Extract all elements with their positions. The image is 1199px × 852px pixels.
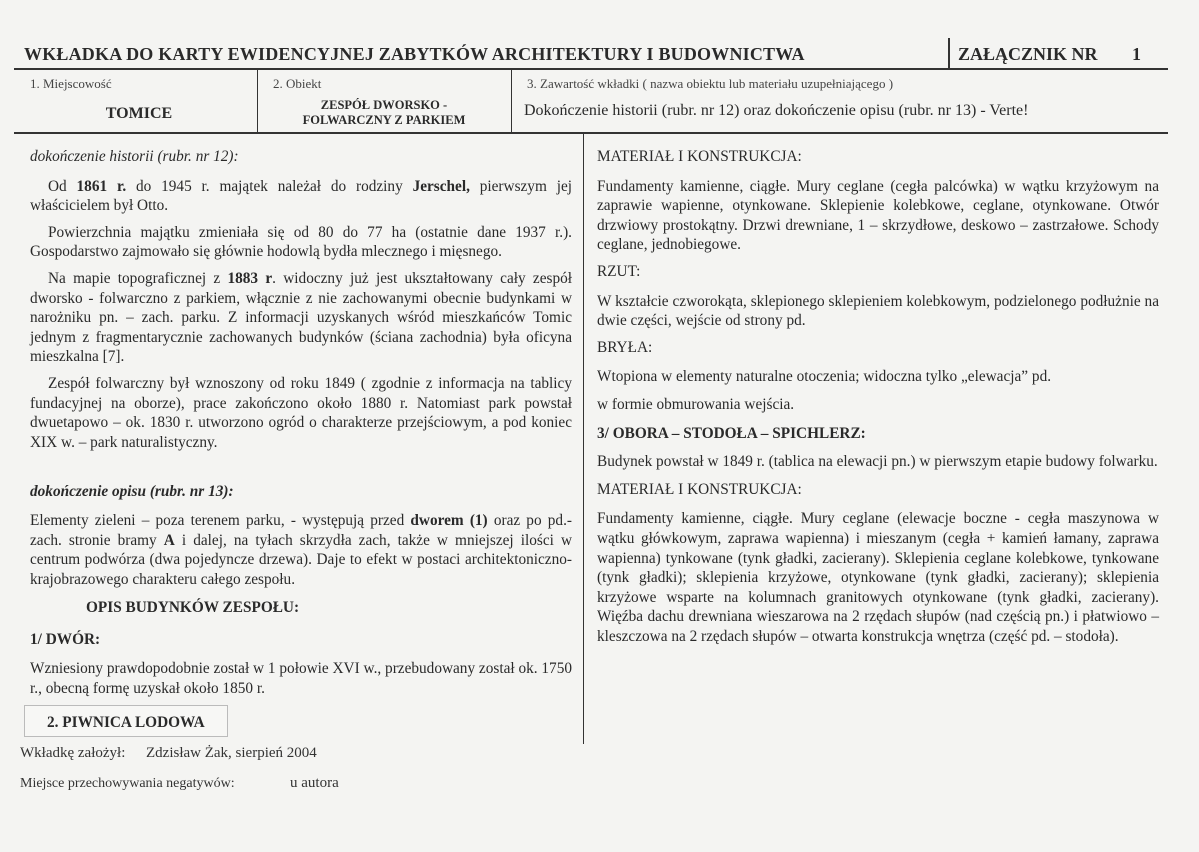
dwor-heading: 1/ DWÓR:: [30, 630, 101, 648]
material-heading-1: MATERIAŁ I KONSTRUKCJA:: [597, 148, 802, 165]
history-paragraph-3: [30, 269, 572, 367]
history-paragraph-4: Zespół folwarczny był wznoszony od roku 1849 ( zgodnie z informacja na tablicy fundacyjnej na oborze), prace zakończono około 1880 r. Natomiast park powstał dwuetapowo – ok. 1830 r. utworzono ogród o charakterze przejściowym, a pod koniec XIX w. – park naturalistyczny.: [30, 374, 572, 451]
rule-under-fields: [14, 132, 1168, 134]
p5-text-c: i dalej, na tyłach skrzydła zach, także w mniejszej ilości w centrum podwórza (dwa pojedyncze drzewa). Daje to efekt w postaci architektoniczno-krajobrazowego charakteru całego zespołu.: [30, 531, 572, 588]
p3-year: 1883 r: [227, 269, 273, 287]
p1-year: 1861 r.: [76, 177, 127, 195]
description-paragraph-1: [30, 511, 572, 589]
material-text-1: Fundamenty kamienne, ciągłe. Mury ceglane (cegła palcówka) w wątku krzyżowym na zaprawie wapienne, otynkowane. Sklepienie kolebkowe, ceglane, otynkowane. Otwór drzwiowy prostokątny. Drzwi drewniane, 1 – skrzydłowe, deskowo – zastrzałowe. Schody ceglane, jednobiegowe.: [597, 177, 1159, 254]
left-column: [30, 147, 572, 699]
piwnica-box: [24, 705, 228, 737]
founder-label: Wkładkę założył:: [20, 745, 126, 761]
title-divider: [948, 38, 950, 68]
field-divider-2: [511, 70, 512, 132]
p1-text-c: pierwszym jej właścicielem był Otto.: [30, 177, 572, 215]
p3-text-a: Na mapie topograficznej z: [48, 269, 228, 287]
field2-value-line2: FOLWARCZNY Z PARKIEM: [302, 113, 466, 127]
p5-dwor: dworem (1): [410, 511, 488, 529]
description-heading: dokończenie opisu (rubr. nr 13):: [30, 483, 234, 501]
dwor-paragraph: Wzniesiony prawdopodobnie został w 1 połowie XVI w., przebudowany został ok. 1750 r., obecną formę uzyskał około 1850 r.: [30, 660, 572, 698]
material-text-2: Fundamenty kamienne, ciągłe. Mury ceglane (elewacje boczne - cegła maszynowa w wątku główkowym, zaprawa wapienna) i mieszanym (cegła + kamień łamany, zaprawa wapienna) tynkowane (tynk gładki, zacierany). Sklepienia ceglane kolebkowe, tynkowane (tynk gładki); sklepienia krzyżowe, otynkowane (tynk gładki, zacierany); sklepienia krzyżowe wsparte na kolumnach granitowych otynkowane (tynk gładki, zacierany). Więźba dachu drewniana wieszarowa na 2 rzędach słupów (nad częścią pn.) i płatwiowo – kleszczowa na 2 rzędach słupów – otwarta konstrukcja wnętrza (część pd. – stodoła).: [597, 510, 1159, 645]
p3-text-b: . widoczny już jest ukształtowany cały zespół dworsko - folwarczno z parkiem, włącznie z nie zachowanymi obecnie budynkami w narożniku pn. – zach. parku. Z informacji uzyskanych wśród mieszkańców Tomic jednym z fragmentarycznie zachowanych budynków (ściana zachodnia) była oficyna mieszkalna [7].: [30, 269, 572, 366]
piwnica-heading: 2. PIWNICA LODOWA: [47, 714, 205, 731]
negatives-value: u autora: [290, 775, 339, 791]
buildings-heading: OPIS BUDYNKÓW ZESPOŁU:: [86, 599, 300, 617]
p1-text-b: do 1945 r. majątek należał do rodziny: [126, 177, 413, 195]
history-paragraph-1: [30, 177, 572, 216]
rule-under-title: [14, 68, 1168, 70]
rzut-text: W kształcie czworokąta, sklepionego sklepieniem kolebkowym, podzielonego podłużnie na dwie części, wejście od strony pd.: [597, 292, 1159, 330]
field1-value: TOMICE: [105, 105, 173, 122]
field3-value: Dokończenie historii (rubr. nr 12) oraz dokończenie opisu (rubr. nr 13) - Verte!: [524, 102, 1029, 119]
bryla-heading: BRYŁA:: [597, 338, 653, 356]
history-paragraph-2: Powierzchnia majątku zmieniała się od 80 do 77 ha (ostatnie dane 1937 r.). Gospodarstwo zajmowało się głównie hodowlą bydła mlecznego i mięsnego.: [30, 223, 572, 261]
p5-gate-a: A: [163, 531, 175, 549]
bryla-text-1: Wtopiona w elementy naturalne otoczenia; widoczna tylko „elewacja” pd.: [597, 368, 1052, 386]
history-heading: dokończenie historii (rubr. nr 12):: [30, 148, 239, 165]
p5-text-b: oraz po pd.-zach. stronie bramy: [30, 511, 572, 549]
bryla-text-2: w formie obmurowania wejścia.: [597, 395, 795, 413]
obora-heading: 3/ OBORA – STODOŁA – SPICHLERZ:: [597, 424, 866, 442]
card-title: WKŁADKA DO KARTY EWIDENCYJNEJ ZABYTKÓW ARCHITEKTURY I BUDOWNICTWA: [24, 44, 805, 64]
rzut-heading: RZUT:: [597, 262, 641, 280]
right-column: [597, 147, 1159, 646]
zalacznik-number: 1: [1132, 44, 1141, 64]
p1-text-a: Od: [48, 177, 77, 195]
field2-label: 2. Obiekt: [273, 76, 322, 91]
zalacznik-label: ZAŁĄCZNIK NR: [958, 44, 1098, 64]
field3-label: 3. Zawartość wkładki ( nazwa obiektu lub materiału uzupełniającego ): [527, 76, 894, 91]
obora-text: Budynek powstał w 1849 r. (tablica na elewacji pn.) w pierwszym etapie budowy folwarku.: [597, 453, 1158, 471]
field1-label: 1. Miejscowość: [30, 76, 112, 91]
column-divider: [583, 134, 584, 744]
p1-family-name: Jerschel,: [412, 177, 470, 195]
material-heading-2: MATERIAŁ I KONSTRUKCJA:: [597, 480, 802, 498]
field2-value-line1: ZESPÓŁ DWORSKO -: [320, 98, 448, 112]
founder-value: Zdzisław Żak, sierpień 2004: [146, 745, 317, 761]
p5-text-a: Elementy zieleni – poza terenem parku, - występują przed: [30, 511, 411, 529]
negatives-label: Miejsce przechowywania negatywów:: [20, 776, 235, 791]
